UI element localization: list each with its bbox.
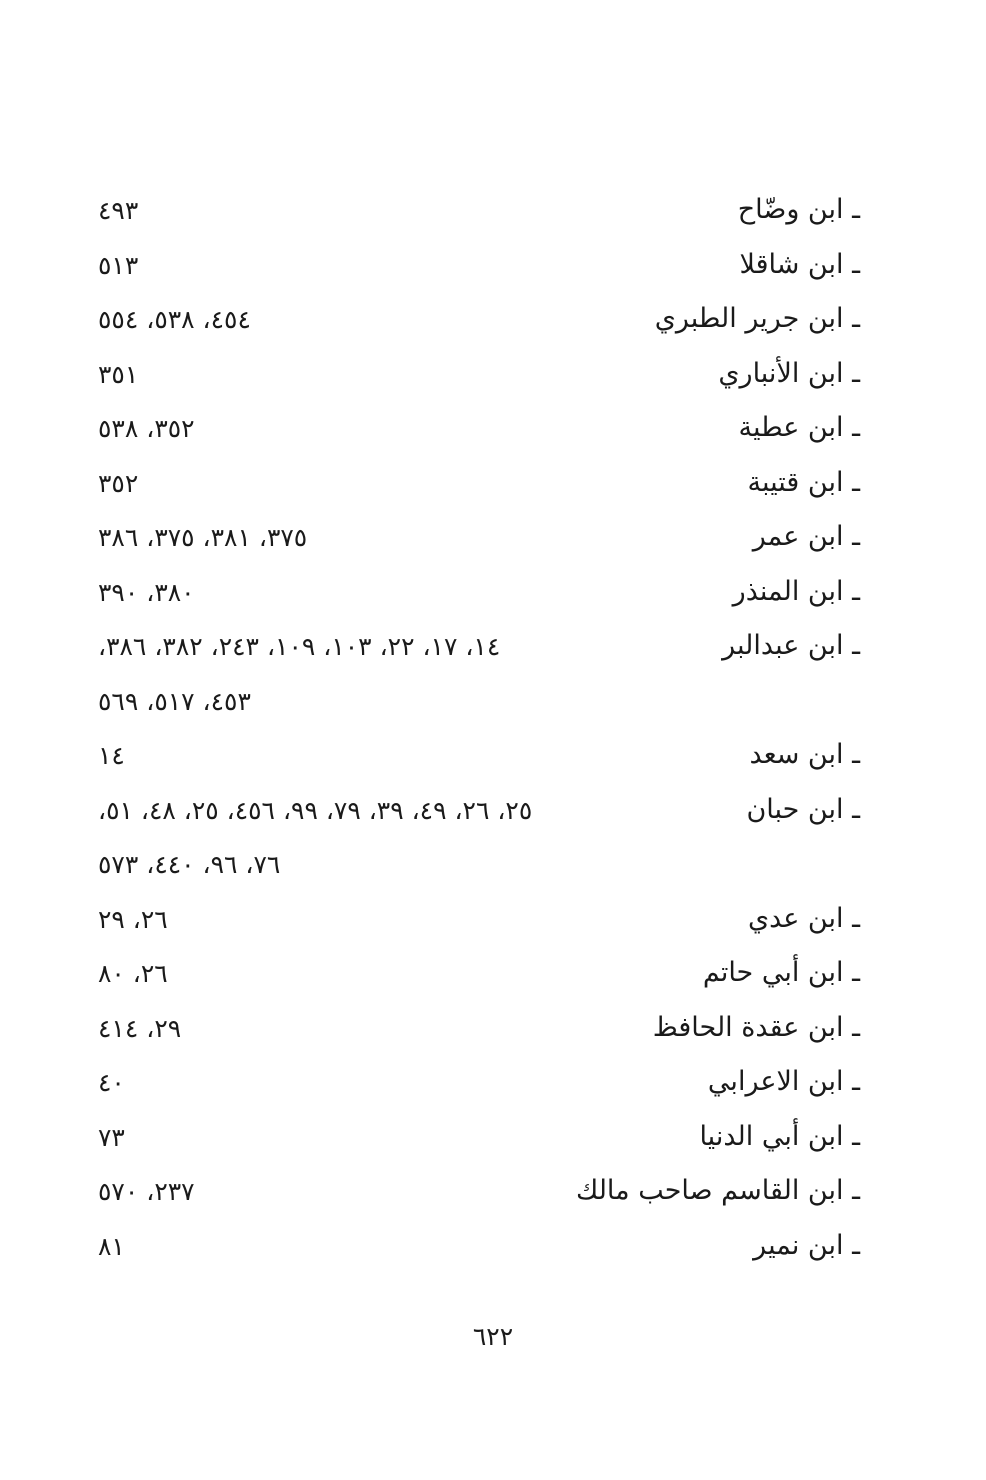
index-entry (90, 243, 870, 298)
index-entry (90, 1169, 870, 1224)
entry-name: ـ ابن المنذر (732, 575, 860, 607)
entry-pages: ٢٣٧، ٥٧٠ (98, 1177, 195, 1206)
index-entry (90, 951, 870, 1006)
entry-name: ـ ابن وضّاح (737, 194, 860, 225)
entry-name: ـ ابن أبي الدنيا (699, 1120, 860, 1152)
index-entry (90, 352, 870, 407)
entry-name: ـ ابن الأنباري (718, 357, 860, 389)
index-entry (90, 1006, 870, 1061)
index-entry (90, 1060, 870, 1115)
entry-name: ـ ابن القاسم صاحب مالك (575, 1175, 860, 1206)
index-entry-continuation (90, 679, 870, 734)
entry-pages: ٨١ (98, 1231, 125, 1261)
index-entry (90, 624, 870, 679)
index-entry (90, 1224, 870, 1279)
entry-pages: ٣٥٢، ٥٣٨ (98, 414, 195, 443)
entry-name: ـ ابن جرير الطبري (654, 303, 860, 334)
entry-pages: ٤٠ (98, 1068, 125, 1097)
entry-name: ـ ابن عبدالبر (722, 630, 860, 661)
entry-name: ـ ابن سعد (749, 739, 860, 770)
entry-pages: ١٤ (98, 741, 125, 770)
index-entry-continuation (90, 842, 870, 897)
entry-name: ـ ابن نمير (753, 1229, 860, 1261)
entry-pages: ٢٦، ٨٠ (98, 959, 168, 988)
entry-name: ـ ابن عقدة الحافظ (652, 1011, 860, 1043)
entry-pages: ٣٥١ (98, 359, 139, 389)
index-entry (90, 461, 870, 516)
entry-name: ـ ابن أبي حاتم (702, 957, 860, 988)
index-entry (90, 297, 870, 352)
entry-name: ـ ابن حبان (746, 793, 860, 825)
index-list (90, 188, 870, 1278)
entry-pages: ٣٧٥، ٣٨١، ٣٧٥، ٣٨٦ (98, 523, 308, 552)
entry-pages: ٢٩، ٤١٤ (98, 1013, 182, 1043)
index-entry (90, 406, 870, 461)
index-entry (90, 570, 870, 625)
index-entry (90, 188, 870, 243)
entry-pages: ٣٨٠، ٣٩٠ (98, 577, 195, 607)
entry-pages: ٤٥٣، ٥١٧، ٥٦٩ (98, 686, 251, 716)
entry-pages: ٧٣ (98, 1122, 125, 1152)
entry-name: ـ ابن عطية (738, 412, 860, 443)
index-entry (90, 788, 870, 843)
entry-pages: ٧٦، ٩٦، ٤٤٠، ٥٧٣ (98, 850, 281, 879)
index-entry (90, 733, 870, 788)
entry-pages: ٤٩٣ (98, 196, 139, 225)
index-entry (90, 515, 870, 570)
entry-name: ـ ابن عدي (747, 902, 860, 934)
entry-pages: ٥١٣ (98, 250, 139, 280)
entry-pages: ٢٥، ٢٦، ٤٩، ٣٩، ٧٩، ٩٩، ٤٥٦، ٢٥، ٤٨، ٥١، (98, 795, 533, 825)
index-entry (90, 1115, 870, 1170)
entry-pages: ٢٦، ٢٩ (98, 904, 168, 934)
entry-pages: ١٤، ١٧، ٢٢، ١٠٣، ١٠٩، ٢٤٣، ٣٨٢، ٣٨٦، (98, 632, 501, 661)
entry-name: ـ ابن الاعرابي (707, 1066, 860, 1097)
index-entry (90, 897, 870, 952)
entry-pages: ٤٥٤، ٥٣٨، ٥٥٤ (98, 305, 251, 334)
entry-name: ـ ابن قتيبة (747, 466, 860, 498)
entry-name: ـ ابن عمر (752, 521, 860, 552)
entry-name: ـ ابن شاقلا (739, 248, 860, 280)
entry-pages: ٣٥٢ (98, 468, 139, 498)
page-number: ٦٢٢ (472, 1322, 514, 1351)
